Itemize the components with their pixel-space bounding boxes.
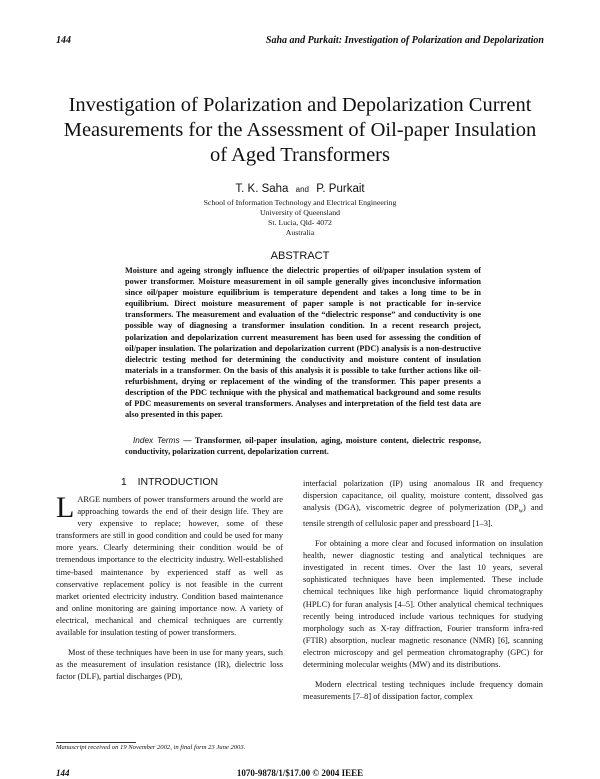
affiliation-line: School of Information Technology and Electrical Engineering <box>203 198 397 207</box>
paragraph-text: ARGE numbers of power transformers around the world are approaching towards the end of their design life. They are very expensive to replace; however, some of these transformers are still in good condition and could be used for many more years. Clearly determining their condition would be of tremendous importance to the electricity industry. Well-established time-based maintenance by experienced staff as well as conservative replacement policy is not feasible in the current market oriented electricity industry. Condition based maintenance and online monitoring are gaining importance now. A variety of electrical, mechanical and chemical techniques are currently available for insulation testing of power transformers. <box>56 495 283 638</box>
affiliation-line: University of Queensland <box>259 208 341 217</box>
section-number: 1 <box>120 476 127 488</box>
index-terms-text: — Transformer, oil-paper insulation, aging, moisture content, dielectric response, conductivity, polarization current, depolarization current. <box>125 436 482 457</box>
intro-paragraph-1 <box>56 491 283 639</box>
right-paragraph-1 <box>303 478 543 530</box>
paragraph-text: interfacial polarization (IP) using anomalous IR and frequency dispersion capacitance, oil quality, moisture content, dissolved gas analysis (DGA), viscometric degree of polymerization (DP <box>303 479 543 513</box>
footnote: Manuscript received on 19 November 2002, in final form 23 June 2003. <box>56 744 246 751</box>
author-second: P. Purkait <box>316 183 365 195</box>
right-paragraph-2: For obtaining a more clear and focused information on insulation health, newer diagnostic testing and analytical techniques are investigated in recent times. Over the last 10 years, several sophisticated techniques have been implemented. These include chemical techniques like high performance liquid chromatography (HPLC) for furan analysis [4–5]. Other analytical chemical techniques recently being introduced include various techniques for studying morphology such as X-ray diffraction, Fourier transform infra-red (FTIR) absorption, nuclear magnetic resonance (NMR) [6], scanning electron microscopy and gel permeation chromatography (GPC) for determining molecular weights (MW) and its distributions. <box>303 539 543 669</box>
title-line: of Aged Transformers <box>210 144 390 166</box>
affiliation-line: St. Lucia, Qld- 4072 <box>268 218 332 227</box>
section-title: INTRODUCTION <box>137 476 219 488</box>
authors <box>60 183 540 195</box>
footnote-rule <box>56 742 136 743</box>
index-terms-label: Index Terms <box>133 436 180 445</box>
abstract-text: Moisture and ageing strongly influence the dielectric properties of oil/paper insulation system of power transformer. Moisture measurement in oil sample generally gives inconclusive information since oil/paper moisture equilibrium is temperature dependent and takes a long time to be in equilibrium. Direct moisture measurement of paper sample is not practicable for in-service transformers. The measurement and evaluation of the “dielectric response” and conductivity is one possible way of diagnosing a transformer insulation condition. In a recent research project, polarization and depolarization current measurement has been used for assessing the condition of oil/paper insulation. The polarization and depolarization current (PDC) analysis is a non-destructive dielectric testing method for determining the conductivity and moisture content of insulation materials in a transformer. On the basis of this analysis it is possible to take further actions like oil-refurbishment, drying or replacement of the winding of the transformer. This paper presents a description of the PDC technique with the physical and mathematical background and some results of PDC measurements on several transformers. Analyses and interpretation of the field test data are also presented in this paper. <box>125 266 481 420</box>
title-line: Measurements for the Assessment of Oil-paper Insulation <box>63 119 537 141</box>
right-paragraph-3: Modern electrical testing techniques include frequency domain measurements [7–8] of dissipation factor, complex <box>303 680 543 702</box>
paper-title <box>60 93 540 168</box>
author-conjunction: and <box>295 185 310 194</box>
title-line: Investigation of Polarization and Depolarization Current <box>68 94 532 116</box>
drop-cap: L <box>56 491 75 524</box>
right-column <box>303 478 543 703</box>
affiliation-line: Australia <box>285 228 315 237</box>
section-heading <box>56 476 283 488</box>
header-running-title: Saha and Purkait: Investigation of Polarization and Depolarization <box>265 35 544 46</box>
subscript: w <box>518 508 524 515</box>
paragraph-text: ) and tensile strength of cellulosic paper and pressboard [1–3]. <box>303 503 543 528</box>
footer-copyright: 1070-9878/1/$17.00 © 2004 IEEE <box>236 768 364 778</box>
header-page-number: 144 <box>56 35 71 46</box>
footer-page-number: 144 <box>56 768 70 778</box>
intro-paragraph-2: Most of these techniques have been in use for many years, such as the measurement of insulation resistance (IR), dielectric loss factor (DLF), partial discharges (PD), <box>56 648 283 682</box>
abstract-heading: ABSTRACT <box>270 250 330 262</box>
affiliation <box>60 198 540 238</box>
author-first: T. K. Saha <box>235 183 289 195</box>
index-terms <box>125 435 481 457</box>
left-column <box>56 491 283 683</box>
